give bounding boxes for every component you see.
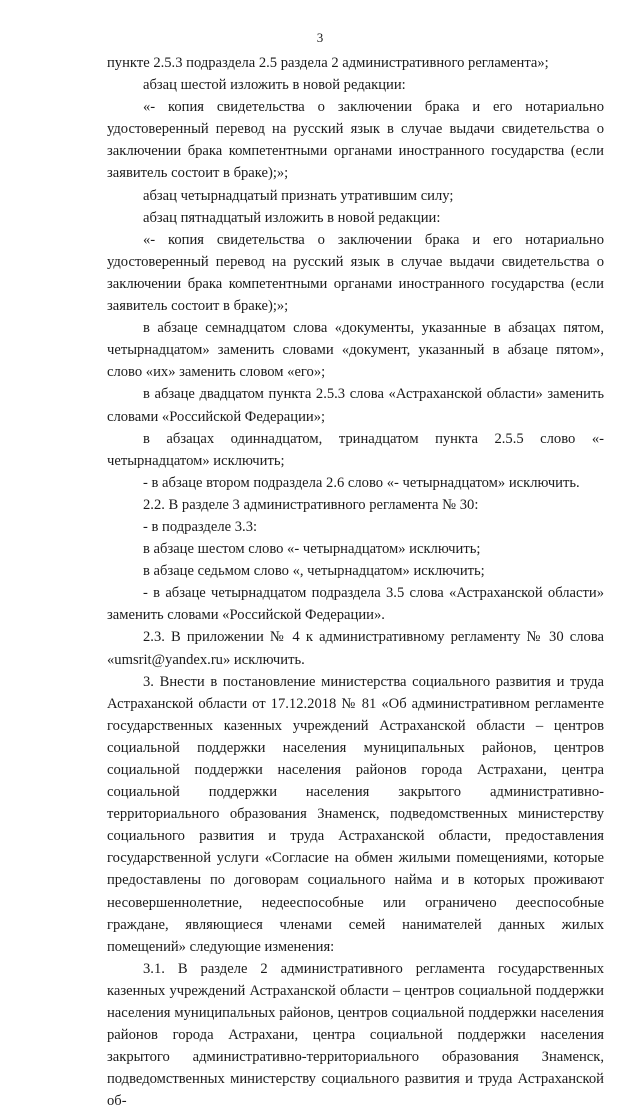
paragraph-16: 2.3. В приложении № 4 к административному регламенту № 30 слова «umsrit@yandex.ru» исключить. [107, 629, 604, 668]
paragraph-5: абзац пятнадцатый изложить в новой редакции: [143, 209, 441, 226]
paragraph-2: абзац шестой изложить в новой редакции: [143, 77, 406, 94]
paragraph-11: 2.2. В разделе 3 административного регламента № 30: [143, 496, 479, 513]
paragraph-8: в абзаце двадцатом пункта 2.5.3 слова «Астраханской области» заменить словами «Российской Федерации»; [107, 386, 604, 425]
paragraph-4: абзац четырнадцатый признать утратившим силу; [143, 187, 454, 204]
paragraph-9: в абзацах одиннадцатом, тринадцатом пункта 2.5.5 слово «- четырнадцатом» исключить; [107, 430, 604, 469]
document-body [107, 52, 604, 1113]
paragraph-7: в абзаце семнадцатом слова «документы, указанные в абзацах пятом, четырнадцатом» заменить словами «документ, указанный в абзаце пятом», слово «их» заменить словом «его»; [107, 320, 604, 381]
paragraph-14: в абзаце седьмом слово «, четырнадцатом» исключить; [143, 563, 485, 580]
paragraph-15: - в абзаце четырнадцатом подраздела 3.5 слова «Астраханской области» заменить словами «Российской Федерации». [107, 585, 604, 624]
paragraph-10: - в абзаце втором подраздела 2.6 слово «- четырнадцатом» исключить. [143, 474, 580, 491]
paragraph-6: «- копия свидетельства о заключении брака и его нотариально удостоверенный перевод на русский язык в случае выдачи свидетельства о заключении брака компетентными органами иностранного государства (если заявитель состоит в браке);»; [107, 231, 604, 315]
page-number: 3 [316, 30, 324, 45]
paragraph-12: - в подразделе 3.3: [143, 518, 258, 535]
paragraph-18: 3.1. В разделе 2 административного регламента государственных казенных учреждений Астраханской области – центров социальной поддержки населения муниципальных районов, центров социальной поддержки населения районов города Астрахани, центра социальной поддержки населения закрытого административно-территориального образования Знаменск, подведомственных министерству социального развития и труда Астраханской об- [107, 960, 604, 1110]
paragraph-1: пункте 2.5.3 подраздела 2.5 раздела 2 административного регламента»; [107, 55, 549, 71]
paragraph-13: в абзаце шестом слово «- четырнадцатом» исключить; [143, 541, 481, 558]
paragraph-3: «- копия свидетельства о заключении брака и его нотариально удостоверенный перевод на русский язык в случае выдачи свидетельства о заключении брака компетентными органами иностранного государства (если заявитель состоит в браке);»; [107, 99, 604, 182]
paragraph-17: 3. Внести в постановление министерства социального развития и труда Астраханской области от 17.12.2018 № 81 «Об административном регламенте государственных казенных учреждений Астраханской области – центров социальной поддержки населения муниципальных районов, центров социальной поддержки населения районов города Астрахани, центра социальной поддержки населения закрытого административно-территориального образования Знаменск, подведомственных министерству социального развития и труда Астраханской области, предоставления государственной услуги «Согласие на обмен жилыми помещениями, которые предоставлены по договорам социального найма и в которых проживают несовершеннолетние, недееспособные или ограничено дееспособные граждане, являющиеся членами семей нанимателей данных жилых помещений» следующие изменения: [107, 673, 604, 955]
